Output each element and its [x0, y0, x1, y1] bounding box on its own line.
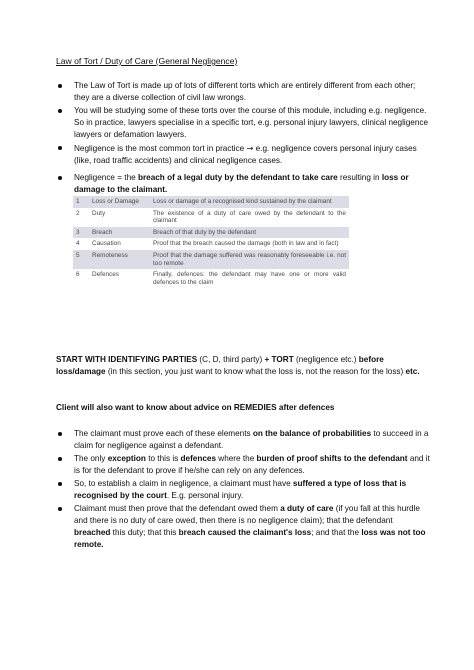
table-row [73, 196, 349, 208]
bold-text: breach of a legal duty by the defendant to take care [137, 173, 338, 182]
text-run: to this is [145, 453, 181, 463]
bold-text: burden of proof shifts to the defendant [256, 453, 408, 463]
bullet-text [74, 429, 429, 450]
bold-text: before loss/damage [56, 355, 384, 377]
bold-text: on the balance of probabilities [252, 429, 372, 438]
bold-text: a duty of care [280, 503, 334, 513]
element-number: 3 [73, 227, 89, 239]
element-term: Defences [89, 269, 150, 288]
element-description: Proof that the breach caused the damage (both in law and in fact) [150, 238, 349, 250]
negligence-definition [74, 173, 409, 194]
intro-bullet-list [0, 80, 474, 168]
text-run: The only [74, 453, 108, 463]
text-run: (if you fall at this hurdle and there is no duty of care owed, then there is no negligence claim); that the defendant [74, 503, 420, 525]
bold-text: defences [180, 453, 217, 463]
table-row [73, 208, 349, 227]
element-term: Loss or Damage [89, 196, 150, 208]
bold-text: + TORT [264, 355, 294, 364]
bullet-text [74, 454, 430, 475]
bold-text: START WITH IDENTIFYING PARTIES [56, 355, 198, 364]
remedies-heading: Client will also want to know about advice on REMEDIES after defences [56, 403, 335, 412]
bold-text: suffered a type of loss that is recognised by the court [74, 478, 407, 501]
element-description: Loss or damage of a recognised kind sustained by the claimant [150, 196, 349, 208]
list-item [0, 428, 474, 452]
bullet-icon [58, 176, 62, 180]
bullet-icon [58, 146, 62, 150]
bullet-icon [58, 457, 62, 461]
element-number: 6 [73, 269, 89, 288]
bold-text: loss was not too remote. [74, 528, 426, 550]
element-term: Remoteness [89, 250, 150, 269]
closing-bullet-list [0, 428, 474, 552]
text-run: (in this section, you just want to know what the loss is, not the reason for the loss) [105, 367, 406, 377]
element-description: Finally, defences: the defendant may have one or more valid defences to the claim [150, 269, 349, 288]
text-run: and it is for the defendant to prove if he/she can rely on any defences. [74, 453, 430, 476]
text-run: So, to establish a claim in negligence, a claimant must have [74, 478, 293, 488]
arrow-icon: → [246, 143, 254, 154]
text-run: where the [216, 453, 257, 463]
element-term: Duty [89, 208, 150, 227]
list-item [0, 142, 474, 167]
list-item [0, 172, 474, 196]
list-item [0, 105, 474, 142]
bold-text: exception [107, 453, 146, 463]
element-number: 2 [73, 208, 89, 227]
element-description: Proof that the damage suffered was reasonably foreseeable i.e. not too remote [150, 250, 349, 269]
bullet-text [74, 81, 415, 102]
table-row [73, 238, 349, 250]
text-run: ; and that the [311, 528, 362, 538]
bullet-icon [58, 109, 62, 113]
text-run: Claimant must then prove that the defendant owed them [74, 503, 281, 513]
list-item [0, 503, 474, 552]
bullet-text [74, 504, 425, 550]
table-row [73, 250, 349, 269]
text-run: to succeed in a claim for negligence against a defendant. [74, 429, 429, 451]
text-run: The claimant must prove each of these elements [74, 429, 253, 438]
page-title: Law of Tort / Duty of Care (General Negligence) [56, 56, 238, 66]
text-run: . E.g. personal injury. [166, 491, 244, 501]
bullet-icon [58, 432, 62, 436]
text-run: resulting in [337, 173, 382, 182]
element-description: Breach of that duty by the defendant [150, 227, 349, 239]
text-run: e.g. negligence covers personal injury cases (like, road traffic accidents) and clinical negligence cases. [74, 144, 417, 166]
negligence-elements-table [73, 196, 349, 288]
element-description: The existence of a duty of care owed by the defendant to the claimant [150, 208, 349, 227]
text-run: (C, D, third party) [197, 355, 265, 364]
bold-text: breach caused the claimant's loss [178, 528, 312, 538]
start-instructions-paragraph [56, 354, 432, 378]
bold-text: etc. [405, 367, 420, 377]
text-run: this duty; that this [110, 528, 179, 538]
bullet-icon [58, 482, 62, 486]
text-run: (negligence etc.) [293, 355, 359, 364]
element-term: Causation [89, 238, 150, 250]
definition-bullet-list [0, 172, 474, 197]
text-run: You will be studying some of these torts over the course of this module, including e.g. negligence. So in practice, lawyers specialise in a specific tort, e.g. personal injury lawyers, clinical negligence lawyers or defamation lawyers. [74, 105, 429, 140]
table-row [73, 227, 349, 239]
list-item [0, 80, 474, 104]
bold-text: breached [74, 528, 111, 538]
element-number: 1 [73, 196, 89, 208]
bullet-text [74, 479, 406, 500]
element-term: Breach [89, 227, 150, 239]
bullet-text [74, 144, 417, 165]
text-run: The Law of Tort is made up of lots of different torts which are entirely different from each other; they are a diverse collection of civil law wrongs. [74, 81, 416, 103]
list-item [0, 453, 474, 477]
text-run: Negligence is the most common tort in practice [74, 144, 247, 154]
element-number: 4 [73, 238, 89, 250]
bullet-text [74, 106, 428, 139]
bold-text: loss or damage to the claimant. [74, 173, 409, 195]
text-run: Negligence = the [74, 173, 138, 182]
bullet-icon [58, 507, 62, 511]
element-number: 5 [73, 250, 89, 269]
list-item [0, 478, 474, 502]
table-row [73, 269, 349, 288]
bullet-icon [58, 84, 62, 88]
